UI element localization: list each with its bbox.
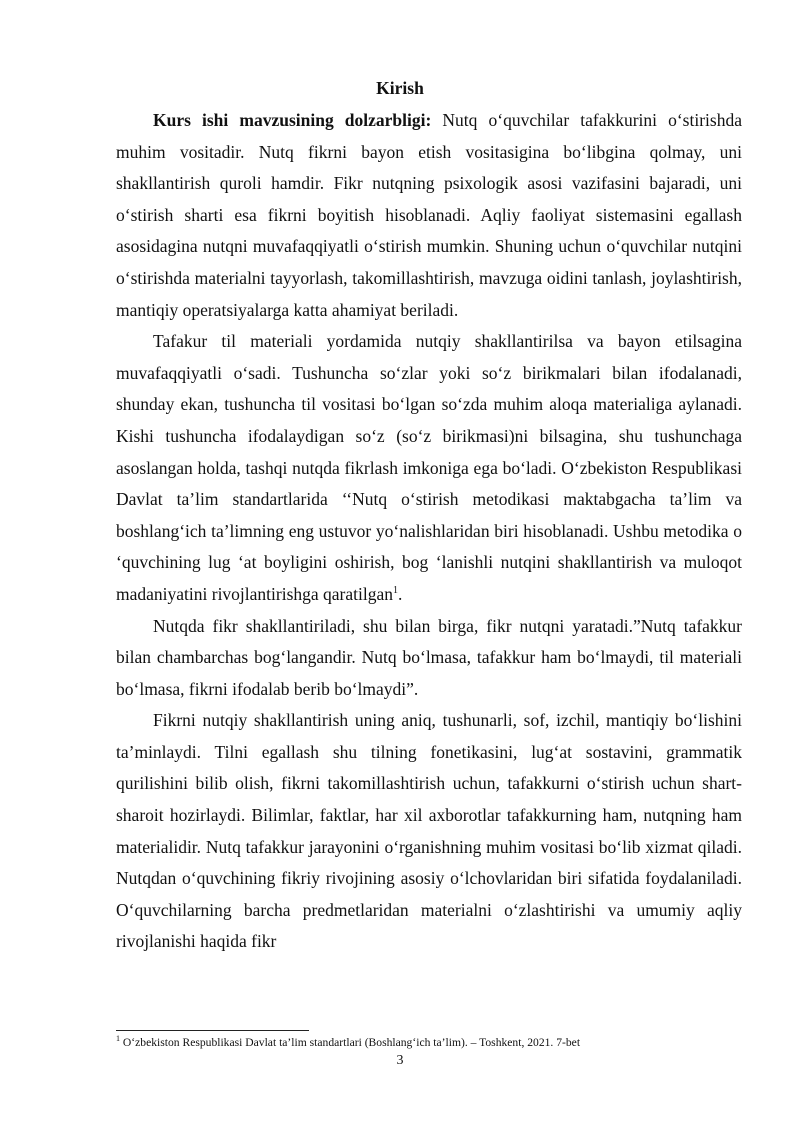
footnote-reference: 1 [393,585,399,597]
paragraph-relevance [116,105,742,326]
paragraph-text: Fikrni nutqiy shakllantirish uning aniq, tushunarli, sof, izchil, mantiqiy bo‘lishini ta’minlaydi. Tilni egallash shu tilning fonetikasini, lug‘at sostavini, grammatik qurilishini bilib olish, fikrni takomillashtirish uchun, tafakkurni o‘stirish uchun shart-sharoit hozirlaydi. Bilimlar, faktlar, har xil axborotlar tafakkurning ham, nutqning ham materialidir. Nutq tafakkur jarayonini o‘rganishning muhim vositasi bo‘lib xizmat qiladi. Nutqdan o‘quvchining fikriy rivojining asosiy o‘lchovlaridan biri sifatida foydalaniladi. O‘quvchilarning barcha predmetlaridan materialni o‘zlashtirishi va umumiy aqliy rivojlanishi haqida fikr [116,710,742,952]
paragraph-text: Tafakur til materiali yordamida nutqiy shakllantirilsa va bayon etilsagina muvafaqqiyatli o‘sadi. Tushuncha so‘zlar yoki so‘z birikmalari bilan ifodalanadi, shunday ekan, tushuncha til vositasi bo‘lgan so‘zda muhim aloqa materialiga aylanadi. Kishi tushuncha ifodalaydigan so‘z (so‘z birikmasi)ni bilsagina, shu tushunchaga asoslangan holda, tashqi nutqda fikrlash imkoniga ega bo‘ladi. O‘zbekiston Respublikasi Davlat ta’lim standartlarida ‘‘Nutq o‘stirish metodikasi maktabgacha ta’lim va boshlang‘ich ta’limning eng ustuvor yo‘nalishlaridan biri hisoblanadi. Ushbu metodika o ‘quvchining lug ‘at boyligini oshirish, bog ‘lanishli nutqini shakllantirish va muloqot madaniyatini rivojlantirishga qaratilgan [116,331,742,604]
paragraph-tail: . [398,583,403,604]
footnote-text: O‘zbekiston Respublikasi Davlat ta’lim standartlari (Boshlang‘ich ta’lim). – Toshkent, 2021. 7-bet [120,1036,581,1049]
paragraph-text: Nutqda fikr shakllantiriladi, shu bilan birga, fikr nutqni yaratadi.”Nutq tafakkur bilan chambarchas bog‘langandir. Nutq bo‘lmasa, tafakkur ham bo‘lmaydi, til materiali bo‘lmasa, fikrni ifodalab berib bo‘lmaydi”. [116,615,742,699]
paragraph-thinking [116,326,742,610]
section-title: Kirish [376,78,424,98]
page-number: 3 [396,1053,404,1068]
footnote-marker: 1 [116,1034,120,1044]
footnote [116,1035,756,1050]
paragraph-speech-thought [116,611,742,706]
footnote-divider [116,1030,309,1031]
paragraph-lead: Kurs ishi mavzusining dolzarbligi: [153,110,432,130]
paragraph-speech-forming [116,705,742,958]
paragraph-text: Nutq o‘quvchilar tafakkurini o‘stirishda muhim vositadir. Nutq fikrni bayon etish vositasigina bo‘libgina qolmay, uni shakllantirish quroli hamdir. Fikr nutqning psixologik asosi vazifasini bajaradi, uni o‘stirish sharti esa fikrni boyitish hisoblanadi. Aqliy faoliyat sistemasini egallash asosidagina nutqni muvafaqqiyatli o‘stirish mumkin. Shuning uchun o‘quvchilar nutqini o‘stirishda materialni tayyorlash, takomillashtirish, mavzuga oidini tanlash, joylashtirish, mantiqiy operatsiyalarga katta ahamiyat beriladi. [116,110,742,320]
body-text [116,105,742,958]
